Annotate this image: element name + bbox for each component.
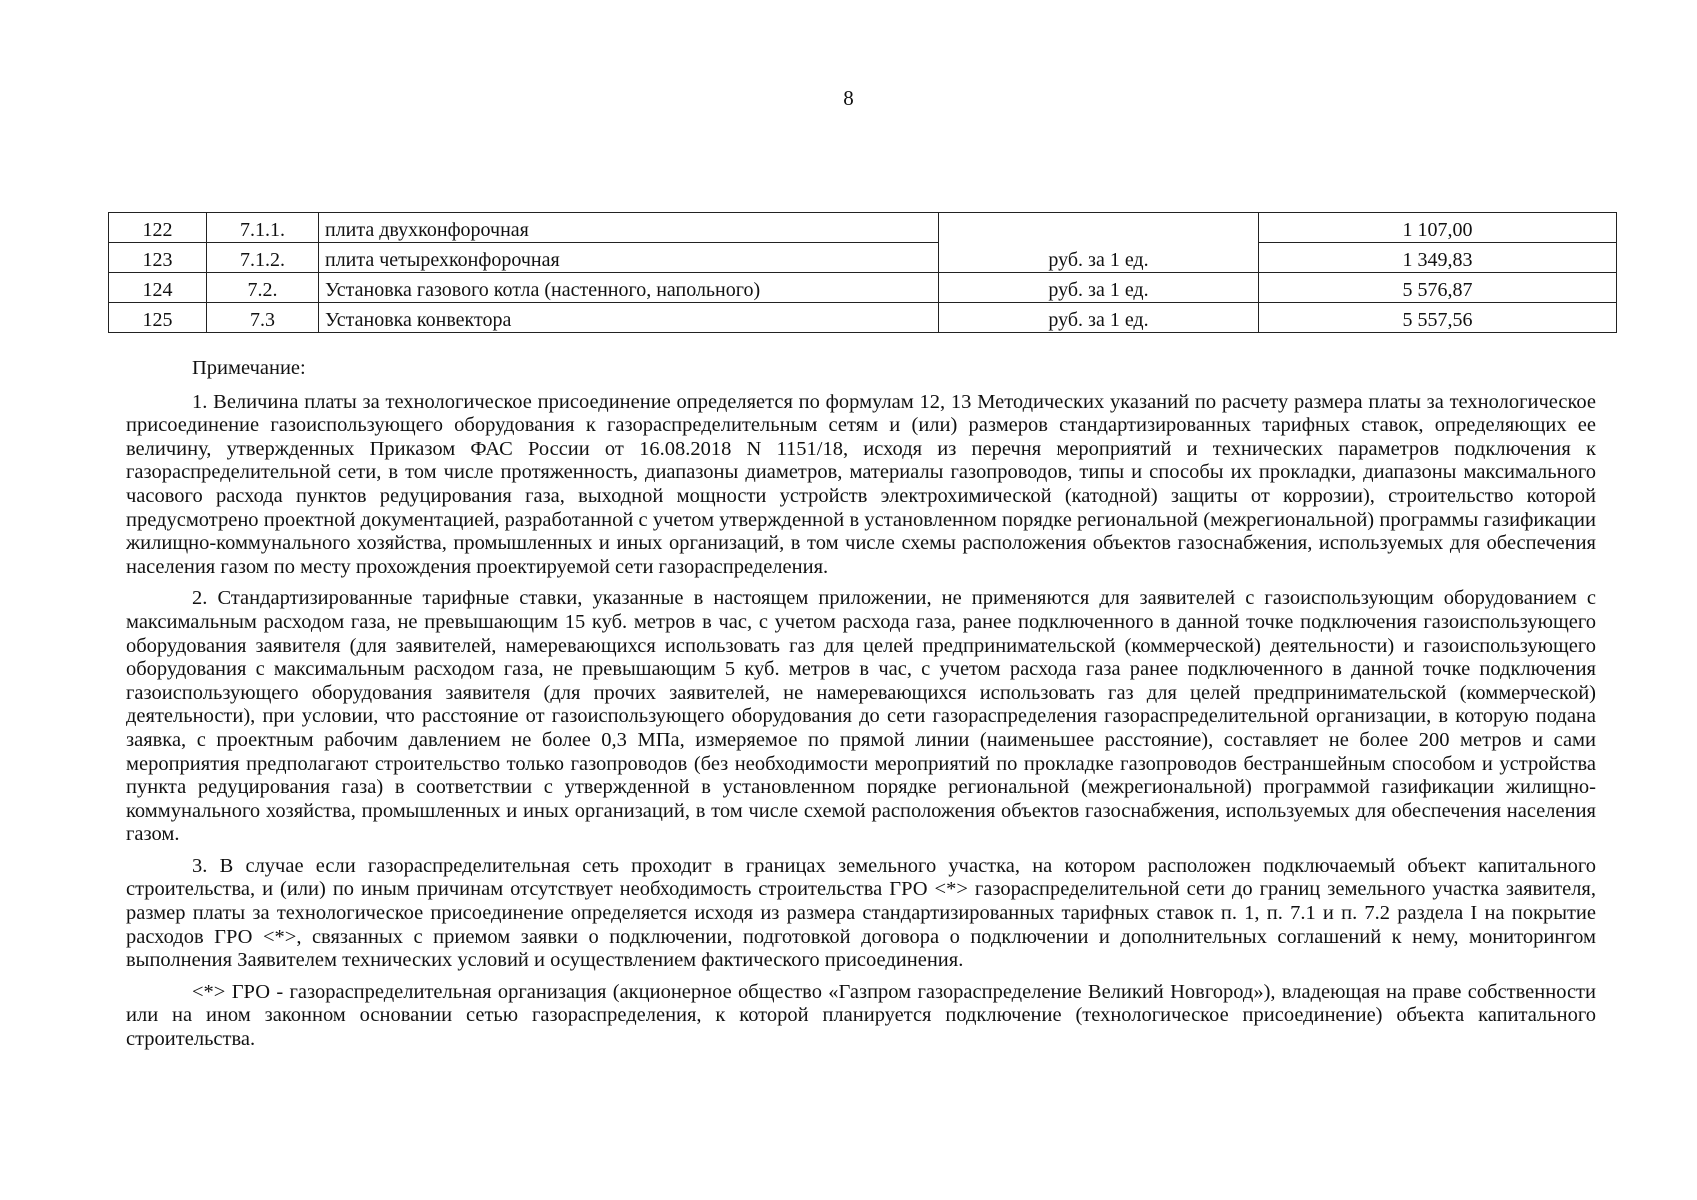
table-row: [109, 303, 1617, 333]
unit-cell: руб. за 1 ед.: [939, 213, 1259, 273]
row-number: 123: [109, 243, 207, 273]
note-paragraph-2: 2. Стандартизированные тарифные ставки, указанные в настоящем приложении, не применяются для заявителей с газоиспользующим оборудованием с максимальным расходом газа, не превышающим 15 куб. метров в час, с учетом расхода газа, ранее подключенного в данной точке подключения газоиспользующего оборудования заявителя (для заявителей, намеревающихся использовать газ для целей предпринимательской (коммерческой) деятельности) и газоиспользующего оборудования с максимальным расходом газа, не превышающим 5 куб. метров в час, с учетом расхода газа ранее подключенного в данной точке подключения газоиспользующего оборудования заявителя (для прочих заявителей, не намеревающихся использовать газ для целей предпринимательской (коммерческой) деятельности), при условии, что расстояние от газоиспользующего оборудования до сети газораспределения газораспределительной организации, в которую подана заявка, с проектным рабочим давлением не более 0,3 МПа, измеряемое по прямой линии (наименьшее расстояние), составляет не более 200 метров и сами мероприятия предполагают строительство только газопроводов (без необходимости мероприятий по прокладке газопроводов бестраншейным способом и устройства пункта редуцирования газа) в соответствии с утвержденной в установленном порядке региональной (межрегиональной) программой газификации жилищно-коммунального хозяйства, промышленных и иных организаций, в том числе схемой расположения объектов газоснабжения, используемых для обеспечения населения газом.: [126, 587, 1596, 846]
item-name: плита двухконфорочная: [319, 213, 939, 243]
table-row: [109, 243, 1617, 273]
page-number: 8: [843, 86, 854, 110]
unit-cell: руб. за 1 ед.: [939, 273, 1259, 303]
item-code: 7.3: [207, 303, 319, 333]
note-paragraph-3: 3. В случае если газораспределительная сеть проходит в границах земельного участка, на котором расположен подключаемый объект капитального строительства, и (или) по иным причинам отсутствует необходимость строительства ГРО <*> газораспределительной сети до границ земельного участка заявителя, размер платы за технологическое присоединение определяется исходя из размера стандартизированных тарифных ставок п. 1, п. 7.1 и п. 7.2 раздела I на покрытие расходов ГРО <*>, связанных с приемом заявки о подключении, подготовкой договора о подключении и дополнительных соглашений к нему, мониторингом выполнения Заявителем технических условий и осуществлением фактического присоединения.: [126, 854, 1596, 972]
table-row: [109, 273, 1617, 303]
row-number: 125: [109, 303, 207, 333]
item-code: 7.1.2.: [207, 243, 319, 273]
notes-section: [126, 357, 1596, 1060]
item-code: 7.2.: [207, 273, 319, 303]
unit-cell: руб. за 1 ед.: [939, 303, 1259, 333]
notes-title: Примечание:: [192, 357, 306, 379]
rate-value: 5 576,87: [1259, 273, 1617, 303]
rate-value: 5 557,56: [1259, 303, 1617, 333]
table-row: [109, 213, 1617, 243]
item-name: плита четырехконфорочная: [319, 243, 939, 273]
item-code: 7.1.1.: [207, 213, 319, 243]
note-paragraph-1: 1. Величина платы за технологическое присоединение определяется по формулам 12, 13 Методических указаний по расчету размера платы за технологическое присоединение газоиспользующего оборудования к газораспределительным сетям и (или) размеров стандартизированных тарифных ставок, определяющих ее величину, утвержденных Приказом ФАС России от 16.08.2018 N 1151/18, исходя из перечня мероприятий и технических параметров подключения к газораспределительной сети, в том числе протяженность, диапазоны диаметров, материалы газопроводов, типы и способы их прокладки, диапазоны максимального часового расхода пунктов редуцирования газа, выходной мощности устройств электрохимической (катодной) защиты от коррозии), строительство которой предусмотрено проектной документацией, разработанной с учетом утвержденной в установленном порядке региональной (межрегиональной) программы газификации жилищно-коммунального хозяйства, промышленных и иных организаций, в том числе схемы расположения объектов газоснабжения, используемых для обеспечения населения газом по месту прохождения проектируемой сети газораспределения.: [126, 390, 1596, 578]
note-footnote: <*> ГРО - газораспределительная организация (акционерное общество «Газпром газораспределение Великий Новгород»), владеющая на праве собственности или на ином законном основании сетью газораспределения, к которой планируется подключение (технологическое присоединение) объекта капитального строительства.: [126, 980, 1596, 1051]
item-name: Установка конвектора: [319, 303, 939, 333]
tariff-table: [108, 212, 1617, 333]
row-number: 122: [109, 213, 207, 243]
item-name: Установка газового котла (настенного, напольного): [319, 273, 939, 303]
row-number: 124: [109, 273, 207, 303]
rate-value: 1 349,83: [1259, 243, 1617, 273]
rate-value: 1 107,00: [1259, 213, 1617, 243]
